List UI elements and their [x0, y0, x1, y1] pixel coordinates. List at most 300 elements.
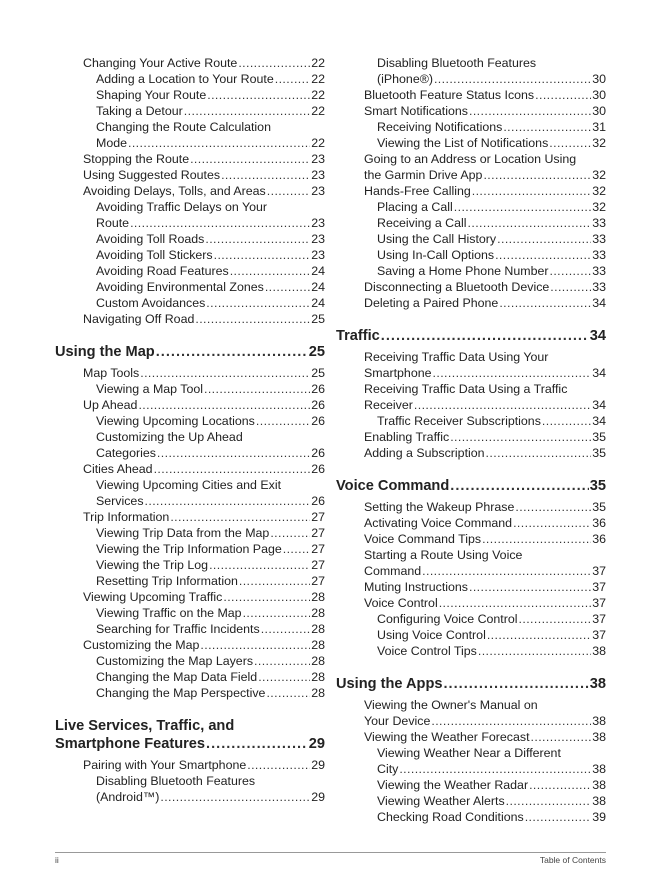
dot-leader: [270, 525, 310, 541]
toc-entry-title: Custom Avoidances: [96, 296, 206, 310]
dot-leader: [275, 71, 310, 87]
toc-entry-title: Map Tools: [83, 366, 140, 380]
toc-entry-receiving-notifications[interactable]: [336, 119, 606, 135]
toc-entry-placing-call[interactable]: [336, 199, 606, 215]
toc-entry-page: 33: [592, 232, 606, 246]
dot-leader: [190, 151, 310, 167]
toc-entry-checking-road-conditions[interactable]: [336, 809, 606, 825]
toc-entry-title: Setting the Wakeup Phrase: [364, 500, 515, 514]
toc-entry-avoiding-env-zones[interactable]: [55, 279, 325, 295]
toc-entry-page: 28: [311, 622, 325, 636]
toc-entry-title-line: Changing the Route Calculation: [96, 120, 271, 134]
dot-leader: [433, 365, 592, 381]
toc-entry-viewing-trip-log[interactable]: [55, 557, 325, 573]
dot-leader: [145, 493, 311, 509]
toc-entry-voice-command-tips[interactable]: [336, 531, 606, 547]
toc-entry-page: 39: [592, 810, 606, 824]
toc-entry-voice-control-tips[interactable]: [336, 643, 606, 659]
toc-entry-page: 23: [311, 248, 325, 262]
dot-leader: [434, 71, 591, 87]
dot-leader: [207, 87, 310, 103]
toc-entry-viewing-traffic-on-map[interactable]: [55, 605, 325, 621]
dot-leader: [205, 231, 310, 247]
toc-entry-page: 22: [311, 104, 325, 118]
toc-entry-viewing-owners-manual[interactable]: [336, 697, 606, 729]
toc-entry-saving-home-phone[interactable]: [336, 263, 606, 279]
toc-entry-pairing-smartphone[interactable]: [55, 757, 325, 773]
toc-entry-page: 26: [311, 494, 325, 508]
toc-column-right: [336, 55, 606, 825]
dot-leader: [482, 531, 591, 547]
toc-entry-page: 25: [308, 344, 325, 360]
dot-leader: [486, 445, 592, 461]
toc-entry-page: 23: [311, 216, 325, 230]
dot-leader: [239, 573, 310, 589]
toc-entry-traffic-receiver-subs[interactable]: [336, 413, 606, 429]
toc-entry-title: Navigating Off Road: [83, 312, 195, 326]
dot-leader: [506, 793, 592, 809]
toc-entry-page: 26: [311, 446, 325, 460]
toc-entry-title: Checking Road Conditions: [377, 810, 524, 824]
toc-entry-title-line: Customizing the Up Ahead: [96, 430, 243, 444]
toc-entry-title: Using Voice Control: [377, 628, 486, 642]
toc-entry-title: Using the Call History: [377, 232, 497, 246]
toc-entry-page: 30: [592, 104, 606, 118]
toc-entry-title-line: Receiving Traffic Data Using a Traffic: [364, 382, 568, 396]
toc-entry-title: Viewing the Trip Information Page: [96, 542, 282, 556]
toc-entry-page: 28: [311, 686, 325, 700]
toc-entry-using-the-map[interactable]: [55, 343, 325, 361]
toc-entry-bt-feature-status[interactable]: [336, 87, 606, 103]
toc-entry-page: 38: [592, 778, 606, 792]
toc-entry-viewing-upcoming-traffic[interactable]: [55, 589, 325, 605]
toc-entry-page: 27: [311, 558, 325, 572]
toc-entry-configuring-voice-control[interactable]: [336, 611, 606, 627]
toc-entry-title: Resetting Trip Information: [96, 574, 238, 588]
dot-leader: [450, 477, 589, 495]
toc-entry-title: Adding a Subscription: [364, 446, 485, 460]
dot-leader: [499, 295, 591, 311]
toc-entry-deleting-paired-phone[interactable]: [336, 295, 606, 311]
toc-entry-resetting-trip-info[interactable]: [55, 573, 325, 589]
toc-entry-page: 37: [592, 564, 606, 578]
dot-leader: [531, 729, 592, 745]
toc-entry-page: 27: [311, 510, 325, 524]
dot-leader: [156, 343, 308, 361]
toc-entry-title: Avoiding Road Features: [96, 264, 229, 278]
dot-leader: [238, 55, 310, 71]
dot-leader: [130, 215, 310, 231]
toc-entry-page: 22: [311, 88, 325, 102]
toc-entry-page: 22: [311, 56, 325, 70]
toc-entry-page: 32: [592, 200, 606, 214]
toc-entry-page: 37: [592, 580, 606, 594]
dot-leader: [170, 509, 310, 525]
dot-leader: [549, 135, 591, 151]
dot-leader: [258, 669, 310, 685]
toc-entry-page: 28: [311, 654, 325, 668]
toc-entry-up-ahead[interactable]: [55, 397, 325, 413]
toc-entry-title-line: Starting a Route Using Voice: [364, 548, 523, 562]
toc-entry-page: 33: [592, 216, 606, 230]
toc-entry-page: 31: [592, 120, 606, 134]
dot-leader: [266, 685, 310, 701]
toc-entry-page: 34: [592, 398, 606, 412]
toc-entry-title: Adding a Location to Your Route: [96, 72, 274, 86]
dot-leader: [138, 397, 310, 413]
dot-leader: [478, 643, 591, 659]
toc-entry-stopping-route[interactable]: [55, 151, 325, 167]
dot-leader: [443, 675, 588, 693]
dot-leader: [214, 247, 311, 263]
toc-entry-title: Hands-Free Calling: [364, 184, 471, 198]
dot-leader: [223, 589, 310, 605]
toc-entry-changing-active-route[interactable]: [55, 55, 325, 71]
dot-leader: [399, 761, 591, 777]
toc-entry-title: Muting Instructions: [364, 580, 468, 594]
dot-leader: [469, 103, 591, 119]
toc-column-left: [55, 55, 325, 805]
toc-entry-title: Viewing the Weather Radar: [377, 778, 529, 792]
dot-leader: [483, 167, 591, 183]
toc-entry-title: Receiving Notifications: [377, 120, 503, 134]
toc-entry-page: 34: [592, 414, 606, 428]
toc-entry-page: 32: [592, 136, 606, 150]
toc-entry-hands-free-calling[interactable]: [336, 183, 606, 199]
toc-entry-disabling-bt-iphone[interactable]: [336, 55, 606, 87]
toc-entry-customizing-map-layers[interactable]: [55, 653, 325, 669]
toc-entry-viewing-trip-data[interactable]: [55, 525, 325, 541]
dot-leader: [542, 413, 591, 429]
toc-entry-page: 35: [592, 430, 606, 444]
toc-entry-using-call-history[interactable]: [336, 231, 606, 247]
toc-entry-title: Viewing Traffic on the Map: [96, 606, 242, 620]
dot-leader: [503, 119, 591, 135]
toc-entry-adding-location[interactable]: [55, 71, 325, 87]
toc-entry-title: Viewing the List of Notifications: [377, 136, 549, 150]
dot-leader: [422, 563, 591, 579]
dot-leader: [247, 757, 310, 773]
toc-entry-viewing-weather-different-city[interactable]: [336, 745, 606, 777]
toc-entry-title: Cities Ahead: [83, 462, 153, 476]
toc-entry-title: Saving a Home Phone Number: [377, 264, 549, 278]
dot-leader: [209, 557, 310, 573]
toc-entry-title: Using In-Call Options: [377, 248, 495, 262]
toc-entry-changing-map-data-field[interactable]: [55, 669, 325, 685]
toc-entry-changing-route-calc[interactable]: [55, 119, 325, 151]
toc-entry-shaping-route[interactable]: [55, 87, 325, 103]
toc-entry-page: 36: [592, 532, 606, 546]
toc-entry-page: 30: [592, 88, 606, 102]
toc-entry-page: 38: [592, 644, 606, 658]
toc-entry-receiving-traffic-receiver[interactable]: [336, 381, 606, 413]
toc-entry-page: 35: [592, 500, 606, 514]
toc-entry-title: Viewing the Weather Forecast: [364, 730, 530, 744]
dot-leader: [283, 541, 310, 557]
dot-leader: [550, 263, 592, 279]
toc-entry-title: Deleting a Paired Phone: [364, 296, 499, 310]
toc-entry-viewing-weather-forecast[interactable]: [336, 729, 606, 745]
toc-entry-viewing-map-tool[interactable]: [55, 381, 325, 397]
toc-entry-page: 23: [311, 168, 325, 182]
toc-entry-setting-wakeup[interactable]: [336, 499, 606, 515]
toc-entry-smart-notifications[interactable]: [336, 103, 606, 119]
toc-entry-title: Taking a Detour: [96, 104, 183, 118]
dot-leader: [157, 445, 310, 461]
toc-entry-title: Avoiding Toll Stickers: [96, 248, 213, 262]
toc-entry-title: Categories: [96, 446, 156, 460]
toc-entry-title: Using the Map: [55, 344, 155, 360]
dot-leader: [495, 247, 591, 263]
toc-entry-title: Changing the Map Perspective: [96, 686, 266, 700]
toc-entry-title: Traffic: [336, 328, 380, 344]
toc-entry-title: Voice Command Tips: [364, 532, 482, 546]
toc-entry-map-tools[interactable]: [55, 365, 325, 381]
toc-entry-page: 28: [311, 638, 325, 652]
toc-entry-title: Pairing with Your Smartphone: [83, 758, 247, 772]
toc-entry-page: 23: [311, 232, 325, 246]
toc-entry-enabling-traffic[interactable]: [336, 429, 606, 445]
toc-entry-taking-detour[interactable]: [55, 103, 325, 119]
toc-entry-page: 27: [311, 542, 325, 556]
dot-leader: [204, 381, 310, 397]
toc-entry-viewing-notification-list[interactable]: [336, 135, 606, 151]
toc-entry-receiving-call[interactable]: [336, 215, 606, 231]
toc-entry-page: 24: [311, 296, 325, 310]
toc-entry-trip-information[interactable]: [55, 509, 325, 525]
toc-entry-page: 29: [311, 790, 325, 804]
dot-leader: [160, 789, 310, 805]
toc-entry-page: 34: [592, 296, 606, 310]
toc-entry-title: Command: [364, 564, 422, 578]
toc-entry-title: (Android™): [96, 790, 160, 804]
toc-entry-cities-ahead[interactable]: [55, 461, 325, 477]
dot-leader: [261, 621, 311, 637]
toc-entry-viewing-upcoming-cities[interactable]: [55, 477, 325, 509]
toc-entry-title: Disconnecting a Bluetooth Device: [364, 280, 550, 294]
dot-leader: [529, 777, 591, 793]
toc-entry-avoiding-toll-roads[interactable]: [55, 231, 325, 247]
dot-leader: [519, 611, 592, 627]
toc-entry-searching-traffic-incidents[interactable]: [55, 621, 325, 637]
toc-entry-title: Changing Your Active Route: [83, 56, 238, 70]
toc-entry-title: Using Suggested Routes: [83, 168, 221, 182]
toc-entry-suggested-routes[interactable]: [55, 167, 325, 183]
toc-entry-page: 27: [311, 526, 325, 540]
toc-entry-receiving-traffic-smartphone[interactable]: [336, 349, 606, 381]
dot-leader: [513, 515, 591, 531]
toc-entry-page: 22: [311, 72, 325, 86]
toc-entry-page: 36: [592, 516, 606, 530]
toc-entry-page: 23: [311, 184, 325, 198]
dot-leader: [243, 605, 311, 621]
dot-leader: [267, 183, 310, 199]
toc-entry-title: Smartphone Features: [55, 736, 206, 752]
toc-entry-title-line: Disabling Bluetooth Features: [96, 774, 256, 788]
dot-leader: [431, 713, 591, 729]
toc-entry-viewing-trip-info-page[interactable]: [55, 541, 325, 557]
toc-entry-title: Traffic Receiver Subscriptions: [377, 414, 541, 428]
toc-entry-title: Enabling Traffic: [364, 430, 450, 444]
toc-entry-disabling-bt-android[interactable]: [55, 773, 325, 805]
toc-entry-muting-instructions[interactable]: [336, 579, 606, 595]
dot-leader: [230, 263, 310, 279]
dot-leader: [414, 397, 591, 413]
toc-entry-title: Avoiding Toll Roads: [96, 232, 205, 246]
toc-entry-title: Services: [96, 494, 144, 508]
toc-entry-title: Customizing the Map Layers: [96, 654, 254, 668]
toc-entry-navigating-off-road[interactable]: [55, 311, 325, 327]
toc-entry-title: Viewing Weather Alerts: [377, 794, 505, 808]
toc-entry-live-services[interactable]: [55, 717, 325, 753]
toc-entry-page: 22: [311, 136, 325, 150]
toc-entry-title: Placing a Call: [377, 200, 453, 214]
toc-entry-viewing-weather-alerts[interactable]: [336, 793, 606, 809]
toc-entry-title: Using the Apps: [336, 676, 443, 692]
toc-entry-page: 26: [311, 414, 325, 428]
toc-entry-page: 26: [311, 382, 325, 396]
toc-entry-page: 33: [592, 264, 606, 278]
toc-entry-page: 38: [592, 762, 606, 776]
dot-leader: [535, 87, 591, 103]
dot-leader: [140, 365, 310, 381]
toc-entry-disconnecting-bt[interactable]: [336, 279, 606, 295]
toc-entry-title: Configuring Voice Control: [377, 612, 518, 626]
toc-entry-title: Voice Command: [336, 478, 450, 494]
toc-entry-page: 34: [592, 366, 606, 380]
toc-entry-page: 29: [308, 736, 325, 752]
toc-entry-title: Smart Notifications: [364, 104, 468, 118]
toc-entry-page: 37: [592, 596, 606, 610]
dot-leader: [515, 499, 591, 515]
toc-entry-avoiding-delays[interactable]: [55, 183, 325, 199]
dot-leader: [469, 579, 591, 595]
dot-leader: [497, 231, 591, 247]
toc-entry-title: (iPhone®): [377, 72, 433, 86]
toc-entry-page: 37: [592, 628, 606, 642]
toc-entry-page: 38: [592, 794, 606, 808]
dot-leader: [265, 279, 310, 295]
toc-entry-traffic[interactable]: [336, 327, 606, 345]
toc-entry-page: 38: [592, 730, 606, 744]
dot-leader: [468, 215, 592, 231]
toc-entry-avoiding-road-features[interactable]: [55, 263, 325, 279]
toc-entry-voice-control[interactable]: [336, 595, 606, 611]
dot-leader: [206, 295, 310, 311]
dot-leader: [550, 279, 591, 295]
toc-entry-title: Receiving a Call: [377, 216, 467, 230]
toc-entry-title: Viewing a Map Tool: [96, 382, 203, 396]
dot-leader: [254, 653, 310, 669]
dot-leader: [206, 735, 308, 753]
toc-entry-title: Bluetooth Feature Status Icons: [364, 88, 535, 102]
toc-entry-going-to-address[interactable]: [336, 151, 606, 183]
toc-entry-title: Voice Control: [364, 596, 438, 610]
toc-entry-title: Avoiding Delays, Tolls, and Areas: [83, 184, 266, 198]
toc-entry-page: 38: [589, 676, 606, 692]
toc-entry-title-line: Viewing the Owner's Manual on: [364, 698, 538, 712]
dot-leader: [184, 103, 310, 119]
toc-entry-avoiding-toll-stickers[interactable]: [55, 247, 325, 263]
toc-entry-page: 26: [311, 462, 325, 476]
footer-page-number: ii: [55, 855, 59, 865]
toc-entry-activating-voice-command[interactable]: [336, 515, 606, 531]
toc-entry-title-line: Disabling Bluetooth Features: [377, 56, 537, 70]
toc-entry-page: 32: [592, 184, 606, 198]
toc-entry-viewing-upcoming-locations[interactable]: [55, 413, 325, 429]
toc-entry-page: 28: [311, 606, 325, 620]
dot-leader: [525, 809, 591, 825]
toc-entry-title: Activating Voice Command: [364, 516, 513, 530]
toc-entry-title: Route: [96, 216, 130, 230]
toc-entry-page: 34: [589, 328, 606, 344]
dot-leader: [128, 135, 310, 151]
dot-leader: [450, 429, 591, 445]
toc-entry-starting-route-voice[interactable]: [336, 547, 606, 579]
toc-entry-using-in-call-options[interactable]: [336, 247, 606, 263]
dot-leader: [256, 413, 310, 429]
toc-entry-page: 27: [311, 574, 325, 588]
toc-entry-title: City: [377, 762, 399, 776]
dot-leader: [454, 199, 591, 215]
toc-entry-using-voice-control[interactable]: [336, 627, 606, 643]
toc-entry-page: 25: [311, 312, 325, 326]
toc-entry-changing-map-perspective[interactable]: [55, 685, 325, 701]
toc-entry-page: 29: [311, 758, 325, 772]
toc-entry-title: Shaping Your Route: [96, 88, 207, 102]
toc-entry-title-line: Going to an Address or Location Using: [364, 152, 577, 166]
toc-entry-using-the-apps[interactable]: [336, 675, 606, 693]
toc-entry-page: 26: [311, 398, 325, 412]
toc-entry-title: Up Ahead: [83, 398, 138, 412]
toc-entry-title: Viewing Trip Data from the Map: [96, 526, 270, 540]
toc-entry-page: 37: [592, 612, 606, 626]
dot-leader: [154, 461, 311, 477]
toc-entry-title-line: Viewing Weather Near a Different: [377, 746, 561, 760]
dot-leader: [472, 183, 591, 199]
toc-entry-custom-avoidances[interactable]: [55, 295, 325, 311]
toc-entry-title-line: Receiving Traffic Data Using Your: [364, 350, 549, 364]
toc-entry-page: 32: [592, 168, 606, 182]
toc-entry-page: 35: [592, 446, 606, 460]
toc-entry-voice-command[interactable]: [336, 477, 606, 495]
toc-entry-title: Mode: [96, 136, 127, 150]
toc-entry-title: Avoiding Environmental Zones: [96, 280, 264, 294]
toc-entry-title: Smartphone: [364, 366, 432, 380]
toc-entry-title-line: Avoiding Traffic Delays on Your: [96, 200, 268, 214]
dot-leader: [200, 637, 310, 653]
toc-entry-page: 33: [592, 280, 606, 294]
toc-entry-adding-subscription[interactable]: [336, 445, 606, 461]
toc-entry-viewing-weather-radar[interactable]: [336, 777, 606, 793]
footer-rule: [55, 852, 606, 853]
dot-leader: [221, 167, 310, 183]
toc-entry-page: 33: [592, 248, 606, 262]
toc-entry-avoiding-traffic-delays[interactable]: [55, 199, 325, 231]
toc-entry-title: Stopping the Route: [83, 152, 190, 166]
dot-leader: [195, 311, 310, 327]
toc-entry-customizing-up-ahead[interactable]: [55, 429, 325, 461]
toc-entry-customizing-map[interactable]: [55, 637, 325, 653]
toc-entry-page: 25: [311, 366, 325, 380]
dot-leader: [487, 627, 591, 643]
toc-entry-title: Viewing Upcoming Locations: [96, 414, 255, 428]
toc-entry-title: Changing the Map Data Field: [96, 670, 258, 684]
toc-entry-page: 35: [589, 478, 606, 494]
toc-entry-title-line: Viewing Upcoming Cities and Exit: [96, 478, 282, 492]
toc-entry-title: Trip Information: [83, 510, 170, 524]
toc-entry-title: Viewing the Trip Log: [96, 558, 209, 572]
